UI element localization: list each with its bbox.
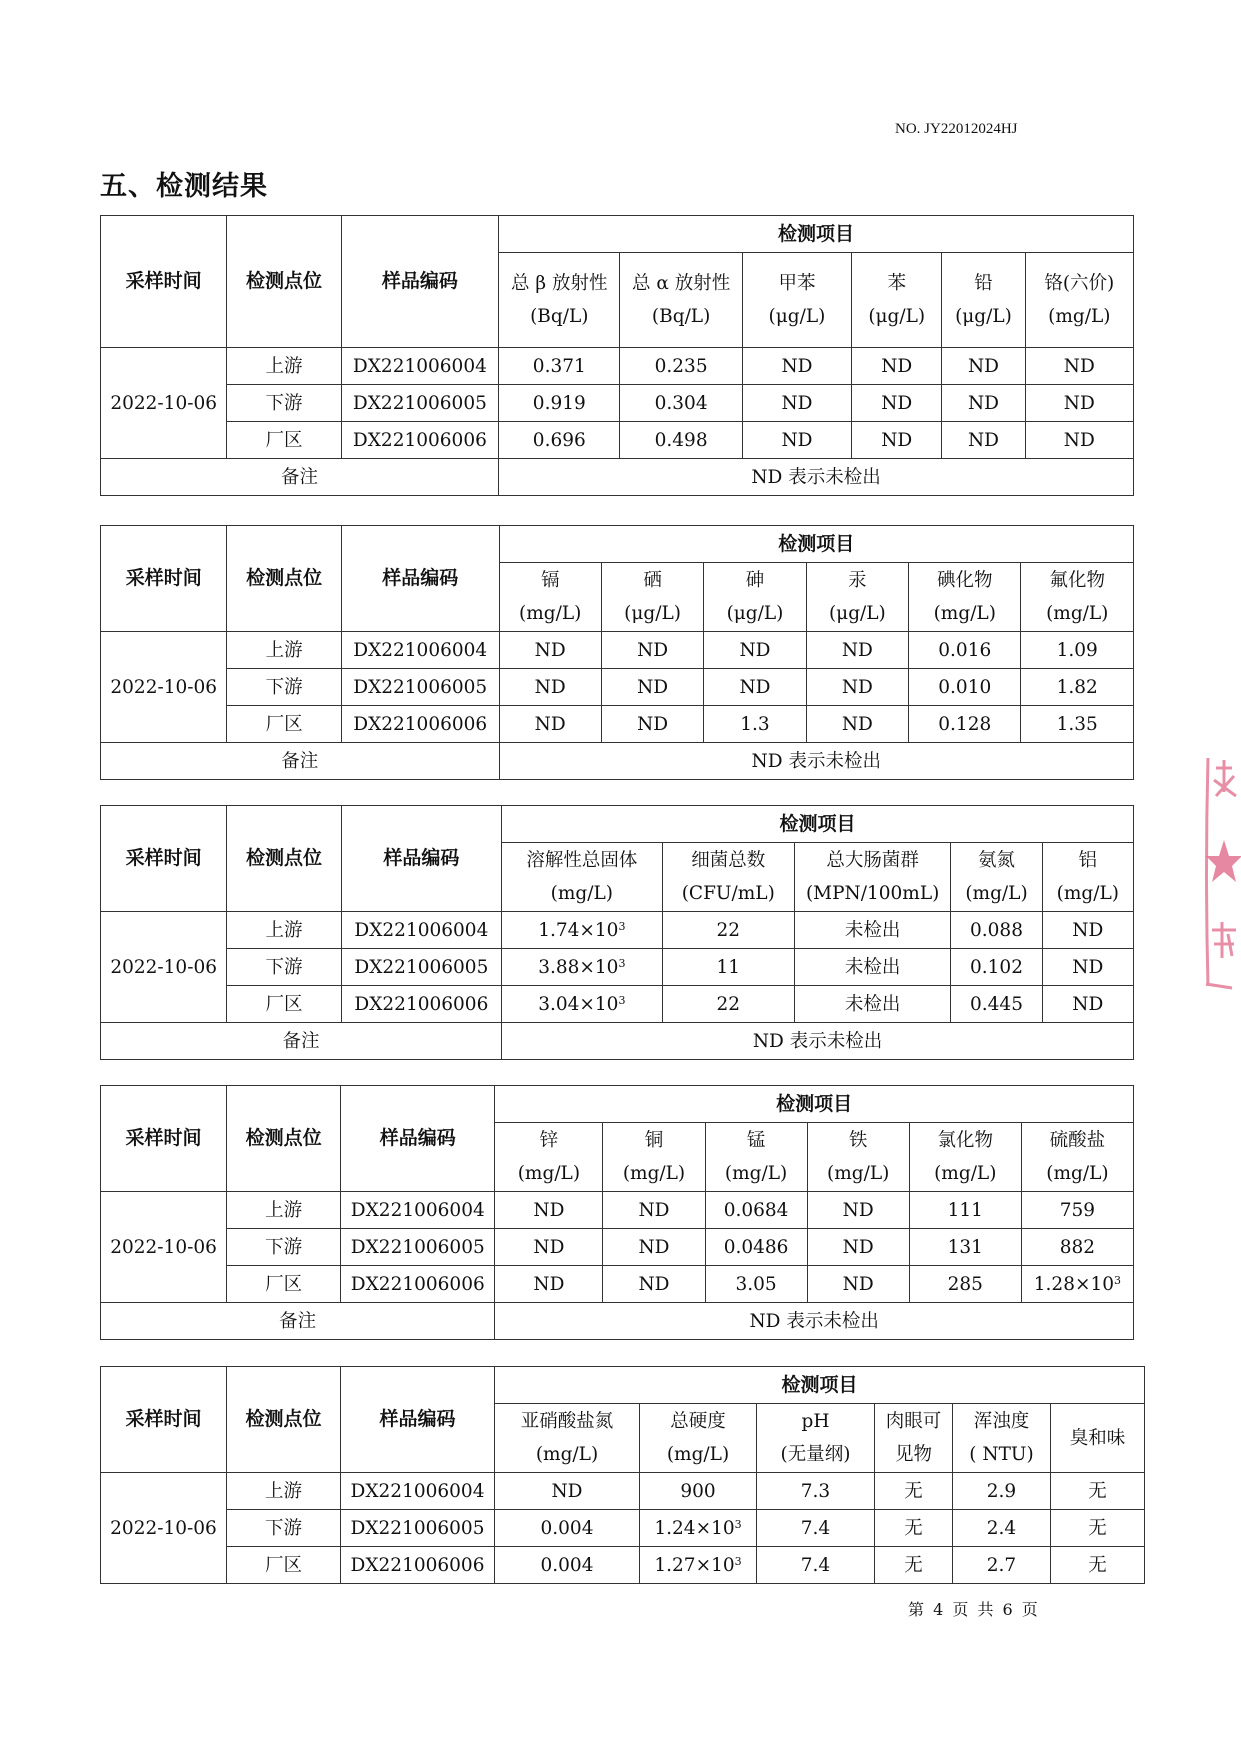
item-header [495,1123,603,1192]
value-cell: 1.35 [1021,706,1134,743]
value-cell: 0.371 [499,348,620,385]
item-unit: (无量纲) [780,1444,851,1465]
col-header-code: 样品编码 [341,1086,495,1192]
value-cell: 3.05 [705,1266,807,1303]
col-header-site: 检测点位 [227,1086,341,1192]
table-row [101,949,1134,986]
item-unit: (CFU/mL) [681,883,775,904]
sample-code-cell: DX221006006 [341,986,501,1023]
value-base: 1.27×10 [654,1554,735,1576]
site-cell: 上游 [227,632,341,669]
item-unit: 见物 [894,1444,932,1465]
value-cell: ND [499,706,601,743]
value-base: 3.88×10 [538,956,619,978]
site-cell: 上游 [227,348,341,385]
value-cell [502,912,662,949]
value-cell: 无 [875,1510,953,1547]
item-unit: (mg/L) [535,1444,599,1465]
site-cell: 上游 [227,1473,341,1510]
value-cell: 759 [1021,1192,1133,1229]
col-header-items: 检测项目 [495,1367,1145,1404]
item-unit: (mg/L) [666,1444,730,1465]
result-table [100,805,1134,1060]
value-cell: 285 [909,1266,1021,1303]
table-row [101,1266,1134,1303]
table-row [101,1510,1145,1547]
value-cell [502,986,662,1023]
value-cell: ND [704,632,806,669]
value-cell: 131 [909,1229,1021,1266]
site-cell: 下游 [227,669,341,706]
remark-label: 备注 [101,1303,495,1340]
item-header [1051,1404,1145,1473]
value-exponent: 3 [1114,1273,1122,1287]
value-cell: ND [807,1266,909,1303]
col-header-time: 采样时间 [101,806,227,912]
result-table [100,215,1134,496]
value-cell: ND [1042,912,1133,949]
value-cell: 111 [909,1192,1021,1229]
value-cell: 0.919 [499,385,620,422]
value-cell: 1.82 [1021,669,1134,706]
item-name: 硒 [643,570,662,591]
value-cell: 无 [875,1473,953,1510]
value-base: 1.28×10 [1033,1273,1115,1295]
sampling-date: 2022-10-06 [101,632,227,743]
value-cell: 7.4 [757,1510,875,1547]
sample-code-cell: DX221006006 [341,1547,495,1584]
value-cell: 2.9 [953,1473,1051,1510]
value-cell: 900 [640,1473,757,1510]
sample-code-cell: DX221006005 [341,1510,495,1547]
item-name: 锰 [746,1130,766,1151]
value-cell: 未检出 [794,912,950,949]
item-header [806,563,908,632]
value-cell: 无 [1051,1473,1145,1510]
item-name: 锌 [539,1130,559,1151]
sample-code-cell: DX221006006 [341,422,498,459]
value-cell: ND [852,385,942,422]
item-header [601,563,703,632]
col-header-items: 检测项目 [499,216,1134,253]
col-header-time: 采样时间 [101,216,227,348]
sample-code-cell: DX221006006 [341,1266,495,1303]
item-name: 总 β 放射性 [511,273,608,294]
item-name: 总大肠菌群 [826,850,919,871]
value-cell: ND [1025,385,1133,422]
table-row [101,986,1134,1023]
item-name: 氨氮 [977,850,1015,871]
sample-code-cell: DX221006004 [341,348,498,385]
item-header [909,1123,1021,1192]
value-cell: ND [1025,422,1133,459]
col-header-code: 样品编码 [341,1367,495,1473]
value-cell: 0.304 [620,385,742,422]
header-row [101,216,1134,253]
item-unit: (μg/L) [868,306,926,327]
value-cell: 未检出 [794,949,950,986]
item-header [951,843,1042,912]
value-cell: 0.004 [495,1547,640,1584]
value-cell: ND [601,632,703,669]
value-cell: ND [742,422,851,459]
item-name: 甲苯 [778,273,816,294]
item-unit: (mg/L) [724,1163,788,1184]
col-header-site: 检测点位 [227,216,341,348]
col-header-site: 检测点位 [227,806,341,912]
value-cell: 22 [662,986,794,1023]
table-row [101,669,1134,706]
value-cell: 882 [1021,1229,1133,1266]
col-header-site: 检测点位 [227,526,341,632]
value-cell: 1.3 [704,706,806,743]
item-header [620,253,742,348]
item-name: 铅 [974,273,993,294]
item-name: 细菌总数 [691,850,766,871]
header-row [101,806,1134,843]
item-header [757,1404,875,1473]
item-unit: (μg/L) [828,603,886,624]
value-cell: 7.4 [757,1547,875,1584]
value-cell: 0.235 [620,348,742,385]
value-exponent: 3 [618,993,626,1007]
remark-row [101,1303,1134,1340]
value-cell: 11 [662,949,794,986]
item-unit: (mg/L) [965,883,1028,904]
value-cell: 0.498 [620,422,742,459]
item-header [603,1123,705,1192]
site-cell: 厂区 [227,422,341,459]
item-unit: (Bq/L) [651,306,711,327]
table-row [101,422,1134,459]
value-cell: ND [495,1229,603,1266]
item-header [1025,253,1133,348]
remark-row [101,459,1134,496]
remark-text: ND 表示未检出 [502,1023,1134,1060]
value-cell: 7.3 [757,1473,875,1510]
value-cell: ND [806,706,908,743]
item-header [807,1123,909,1192]
col-header-site: 检测点位 [227,1367,341,1473]
item-unit: (μg/L) [624,603,681,624]
item-header [495,1404,640,1473]
table-row [101,385,1134,422]
remark-text: ND 表示未检出 [499,459,1134,496]
item-unit: (Bq/L) [530,306,589,327]
item-unit: ( NTU) [969,1444,1034,1465]
sampling-date: 2022-10-06 [101,912,227,1023]
site-cell: 上游 [227,1192,341,1229]
value-cell: ND [603,1266,705,1303]
item-header [704,563,806,632]
col-header-time: 采样时间 [101,1367,227,1473]
item-header [875,1404,953,1473]
table-row [101,706,1134,743]
site-cell: 厂区 [227,706,341,743]
item-unit: (mg/L) [517,1163,581,1184]
value-base: 3.04×10 [538,993,619,1015]
value-cell: ND [1042,949,1133,986]
value-cell: 0.0684 [705,1192,807,1229]
value-cell: ND [742,385,851,422]
value-cell: 未检出 [794,986,950,1023]
item-header [794,843,950,912]
value-cell: ND [852,422,942,459]
value-cell: 无 [1051,1510,1145,1547]
sampling-date: 2022-10-06 [101,1192,227,1303]
sample-code-cell: DX221006006 [341,706,499,743]
value-cell: 0.696 [499,422,620,459]
value-cell: ND [499,669,601,706]
table-row [101,632,1134,669]
sample-code-cell: DX221006004 [341,1473,495,1510]
item-header [499,563,601,632]
site-cell: 厂区 [227,1547,341,1584]
item-name: 臭和味 [1069,1427,1126,1449]
value-cell: ND [942,422,1025,459]
item-name: pH [801,1411,830,1432]
header-row [101,1367,1145,1404]
header-row [101,526,1134,563]
col-header-time: 采样时间 [101,526,227,632]
item-header [499,253,620,348]
value-cell: 0.088 [951,912,1042,949]
item-unit: (mg/L) [827,1163,890,1184]
table-row [101,1473,1145,1510]
item-header [909,563,1021,632]
item-header [852,253,942,348]
value-exponent: 3 [734,1517,742,1531]
item-name: 氟化物 [1049,570,1105,591]
item-header [662,843,794,912]
value-cell: ND [603,1229,705,1266]
item-unit: (μg/L) [726,603,784,624]
site-cell: 下游 [227,1510,341,1547]
item-unit: (mg/L) [933,603,996,624]
item-name: 肉眼可 [885,1411,942,1432]
site-cell: 厂区 [227,986,341,1023]
col-header-code: 样品编码 [341,806,501,912]
seal-stamp-fragment [1202,752,1241,992]
value-exponent: 3 [618,919,626,933]
table-row [101,1192,1134,1229]
col-header-items: 检测项目 [495,1086,1134,1123]
value-base: 1.74×10 [538,919,619,941]
item-header [1021,563,1134,632]
value-cell [502,949,662,986]
remark-text: ND 表示未检出 [495,1303,1134,1340]
value-cell: 0.0486 [705,1229,807,1266]
item-unit: (μg/L) [768,306,826,327]
value-cell: 0.016 [909,632,1021,669]
item-name: 浑浊度 [973,1411,1030,1432]
value-cell: 无 [1051,1547,1145,1584]
value-cell [640,1510,757,1547]
col-header-items: 检测项目 [502,806,1134,843]
item-name: 铁 [848,1130,868,1151]
value-exponent: 3 [734,1554,742,1568]
remark-label: 备注 [101,1023,502,1060]
sample-code-cell: DX221006005 [341,669,499,706]
item-header [942,253,1025,348]
value-cell: ND [942,348,1025,385]
item-header [953,1404,1051,1473]
result-table [100,1366,1145,1584]
item-name: 铬(六价) [1044,273,1115,294]
sample-code-cell: DX221006005 [341,1229,495,1266]
value-cell: ND [704,669,806,706]
value-cell: ND [601,706,703,743]
item-name: 总 α 放射性 [631,273,731,294]
item-name: 溶解性总固体 [526,850,638,871]
value-cell: 0.004 [495,1510,640,1547]
section-heading: 五、检测结果 [100,171,268,202]
remark-text: ND 表示未检出 [499,743,1134,780]
value-cell: ND [601,669,703,706]
value-cell: ND [742,348,851,385]
document-number: NO. JY22012024HJ [895,121,1018,137]
remark-row [101,1023,1134,1060]
item-name: 总硬度 [670,1411,726,1432]
col-header-items: 检测项目 [499,526,1134,563]
item-name: 铝 [1078,850,1098,871]
remark-row [101,743,1134,780]
item-header [742,253,851,348]
item-header [1021,1123,1133,1192]
value-cell: 1.09 [1021,632,1134,669]
item-unit: (mg/L) [1048,306,1111,327]
item-name: 镉 [540,570,560,591]
site-cell: 厂区 [227,1266,341,1303]
page-footer: 第 4 页 共 6 页 [908,1600,1038,1619]
item-name: 铜 [644,1130,664,1151]
sampling-date: 2022-10-06 [101,348,227,459]
remark-label: 备注 [101,743,500,780]
value-cell: ND [942,385,1025,422]
value-cell: 0.128 [909,706,1021,743]
item-name: 汞 [848,570,867,591]
sample-code-cell: DX221006004 [341,912,501,949]
value-cell: 0.102 [951,949,1042,986]
item-name: 苯 [887,273,906,294]
remark-label: 备注 [101,459,499,496]
table-row [101,1229,1134,1266]
value-cell: ND [1042,986,1133,1023]
item-unit: (mg/L) [1046,1163,1109,1184]
sampling-date: 2022-10-06 [101,1473,227,1584]
value-cell: ND [495,1473,640,1510]
value-cell: 无 [875,1547,953,1584]
item-name: 亚硝酸盐氮 [520,1411,614,1432]
value-cell: 0.445 [951,986,1042,1023]
value-base: 1.24×10 [654,1517,735,1539]
value-cell: ND [495,1266,603,1303]
item-name: 碘化物 [937,570,993,591]
value-cell: 0.010 [909,669,1021,706]
site-cell: 上游 [227,912,341,949]
item-unit: (mg/L) [1056,883,1119,904]
sample-code-cell: DX221006004 [341,632,499,669]
value-cell [1021,1266,1133,1303]
item-header [640,1404,757,1473]
result-table [100,1085,1134,1340]
item-unit: (μg/L) [955,306,1012,327]
sample-code-cell: DX221006005 [341,949,501,986]
value-cell: ND [806,632,908,669]
item-name: 砷 [745,570,765,591]
header-row [101,1086,1134,1123]
value-cell: ND [603,1192,705,1229]
item-unit: (mg/L) [622,1163,686,1184]
result-table [100,525,1134,780]
site-cell: 下游 [227,385,341,422]
col-header-time: 采样时间 [101,1086,227,1192]
item-unit: (MPN/100mL) [805,883,940,904]
table-row [101,912,1134,949]
seal-stamp-graphic [1202,752,1241,992]
value-cell: ND [807,1229,909,1266]
value-cell: ND [807,1192,909,1229]
item-header [705,1123,807,1192]
table-row [101,1547,1145,1584]
item-unit: (mg/L) [934,1163,997,1184]
sample-code-cell: DX221006005 [341,385,498,422]
value-cell: ND [806,669,908,706]
sample-code-cell: DX221006004 [341,1192,495,1229]
item-unit: (mg/L) [519,603,582,624]
col-header-code: 样品编码 [341,216,498,348]
site-cell: 下游 [227,1229,341,1266]
site-cell: 下游 [227,949,341,986]
value-cell: 22 [662,912,794,949]
value-cell [640,1547,757,1584]
value-cell: ND [852,348,942,385]
item-header [1042,843,1133,912]
value-exponent: 3 [618,956,626,970]
item-header [502,843,662,912]
item-unit: (mg/L) [550,883,613,904]
item-name: 硫酸盐 [1049,1130,1106,1151]
col-header-code: 样品编码 [341,526,499,632]
value-cell: ND [495,1192,603,1229]
item-unit: (mg/L) [1046,603,1109,624]
value-cell: 2.4 [953,1510,1051,1547]
item-name: 氯化物 [937,1130,994,1151]
value-cell: ND [1025,348,1133,385]
value-cell: ND [499,632,601,669]
table-row [101,348,1134,385]
value-cell: 2.7 [953,1547,1051,1584]
